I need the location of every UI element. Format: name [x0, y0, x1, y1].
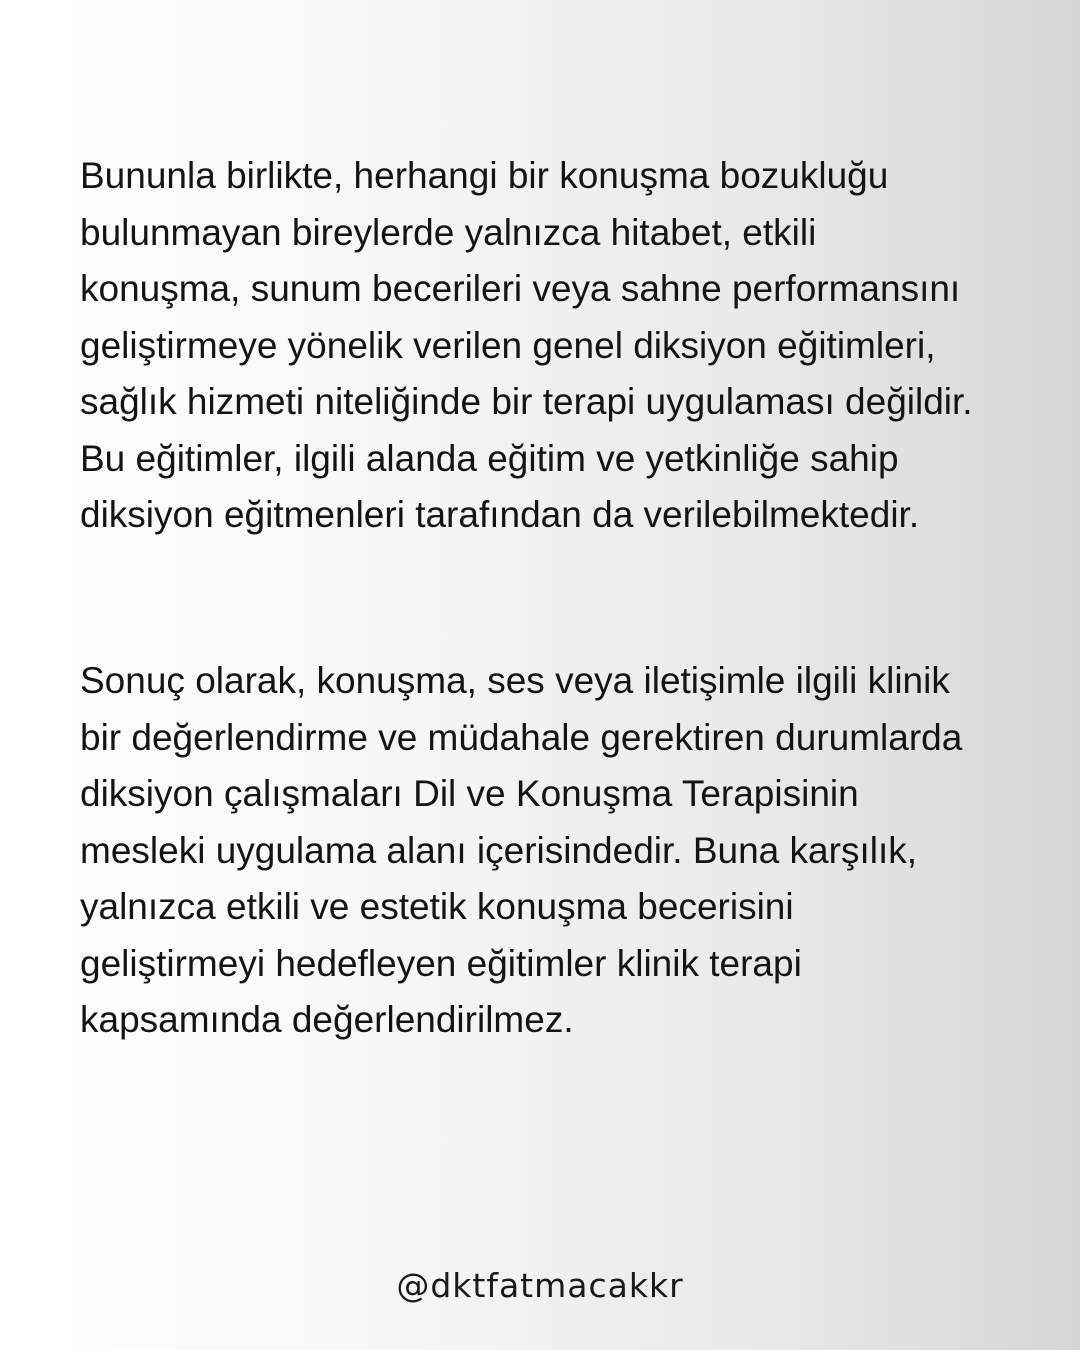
paragraph-1-line: Bu eğitimler, ilgili alanda eğitim ve yetkinliğe sahip [80, 437, 899, 479]
paragraph-2-line: bir değerlendirme ve müdahale gerektiren durumlarda [80, 716, 963, 758]
paragraph-1-line: diksiyon eğitmenleri tarafından da verilebilmektedir. [80, 494, 920, 535]
author-handle: @dktfatmacakkr [396, 1266, 684, 1305]
paragraph-2-line: Sonuç olarak, konuşma, ses veya iletişimle ilgili klinik [80, 660, 950, 701]
paragraph-1-line: geliştirmeye yönelik verilen genel diksiyon eğitimleri, [80, 324, 936, 366]
paragraph-diction-training [80, 148, 1055, 544]
paragraph-2-line: kapsamında değerlendirilmez. [80, 999, 574, 1040]
paragraph-2-line: geliştirmeyi hedefleyen eğitimler klinik terapi [80, 942, 802, 984]
paragraph-2-line: mesleki uygulama alanı içerisindedir. Buna karşılık, [80, 829, 917, 871]
paragraph-1-line: konuşma, sunum becerileri veya sahne performansını [80, 268, 961, 309]
paragraph-2-line: diksiyon çalışmaları Dil ve Konuşma Terapisinin [80, 773, 859, 814]
paragraph-1-line: bulunmayan bireylerde yalnızca hitabet, etkili [80, 211, 817, 253]
paragraph-1-line: Bununla birlikte, herhangi bir konuşma bozukluğu [80, 155, 889, 196]
paragraph-1-line: sağlık hizmeti niteliğinde bir terapi uygulaması değildir. [80, 381, 973, 422]
paragraph-conclusion [80, 653, 1055, 1049]
paragraph-2-line: yalnızca etkili ve estetik konuşma becerisini [80, 886, 794, 927]
